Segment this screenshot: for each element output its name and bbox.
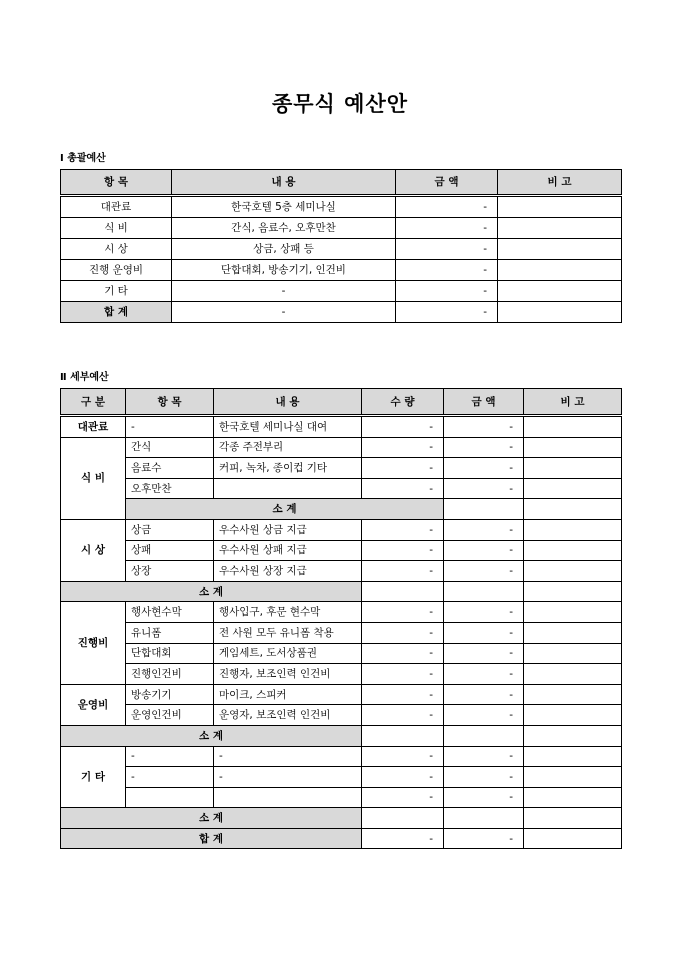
note-cell (524, 622, 622, 643)
qty-cell: - (362, 458, 444, 479)
table-row (61, 218, 622, 239)
note-cell (498, 302, 622, 323)
header-cell: 수 량 (362, 389, 444, 416)
table-row (61, 239, 622, 260)
category-cell: 기 타 (61, 746, 126, 808)
subtotal-label: 소 계 (61, 581, 362, 602)
item-cell: 상금 (126, 519, 214, 540)
item-cell: 오후만찬 (126, 478, 214, 499)
category-cell: 식 비 (61, 437, 126, 519)
item-cell: 진행 운영비 (61, 260, 172, 281)
amount-cell: - (396, 281, 498, 302)
content-cell: 단합대회, 방송기기, 인건비 (172, 260, 396, 281)
qty-cell: - (362, 828, 444, 849)
table-row (61, 767, 622, 788)
item-cell: 상장 (126, 561, 214, 582)
content-cell: 진행자, 보조인력 인건비 (214, 664, 362, 685)
amount-cell: - (444, 602, 524, 623)
table-row (61, 705, 622, 726)
amount-cell (444, 725, 524, 746)
table-row (61, 540, 622, 561)
amount-cell: - (444, 622, 524, 643)
subtotal-row (61, 725, 622, 746)
table-row (61, 622, 622, 643)
table-row (61, 684, 622, 705)
amount-cell: - (444, 458, 524, 479)
content-cell: 게임세트, 도서상품권 (214, 643, 362, 664)
note-cell (524, 767, 622, 788)
item-cell: 기 타 (61, 281, 172, 302)
qty-cell: - (362, 643, 444, 664)
table-row (61, 478, 622, 499)
table-row (61, 787, 622, 808)
amount-cell: - (396, 218, 498, 239)
note-cell (524, 519, 622, 540)
note-cell (524, 437, 622, 458)
header-cell: 금 액 (444, 389, 524, 416)
content-cell: 각종 주전부리 (214, 437, 362, 458)
qty-cell: - (362, 437, 444, 458)
subtotal-label: 소 계 (61, 725, 362, 746)
subtotal-row (61, 499, 622, 520)
note-cell (524, 540, 622, 561)
category-cell: 대관료 (61, 416, 126, 438)
qty-cell: - (362, 602, 444, 623)
amount-cell: - (444, 437, 524, 458)
content-cell: 마이크, 스피커 (214, 684, 362, 705)
detail-budget-table (60, 388, 622, 849)
amount-cell (524, 499, 622, 520)
page-title: 종무식 예산안 (271, 92, 409, 116)
note-cell (498, 239, 622, 260)
item-cell (126, 787, 214, 808)
note-cell (524, 828, 622, 849)
note-cell (524, 458, 622, 479)
note-cell (524, 746, 622, 767)
section-heading-detail: Ⅱ 세부예산 (60, 372, 109, 383)
header-cell: 내 용 (172, 170, 396, 196)
amount-cell: - (396, 196, 498, 218)
content-cell: 운영자, 보조인력 인건비 (214, 705, 362, 726)
content-cell: 상금, 상패 등 (172, 239, 396, 260)
qty-cell (362, 581, 444, 602)
note-cell (524, 561, 622, 582)
item-cell: - (126, 746, 214, 767)
note-cell (524, 643, 622, 664)
table-row (61, 561, 622, 582)
content-cell: 우수사원 상장 지급 (214, 561, 362, 582)
qty-cell: - (362, 787, 444, 808)
table-row (61, 643, 622, 664)
note-cell (524, 808, 622, 829)
qty-cell: - (362, 561, 444, 582)
item-cell: 단합대회 (126, 643, 214, 664)
qty-cell: - (362, 684, 444, 705)
amount-cell: - (396, 302, 498, 323)
amount-cell: - (444, 767, 524, 788)
qty-cell: - (362, 705, 444, 726)
note-cell (524, 684, 622, 705)
amount-cell (444, 808, 524, 829)
note-cell (498, 218, 622, 239)
summary-budget-table (60, 169, 622, 323)
amount-cell: - (444, 664, 524, 685)
qty-cell: - (362, 478, 444, 499)
content-cell: 커피, 녹차, 종이컵 기타 (214, 458, 362, 479)
item-cell: 운영인건비 (126, 705, 214, 726)
header-cell: 비 고 (524, 389, 622, 416)
table-row (61, 602, 622, 623)
subtotal-label: 소 계 (126, 499, 444, 520)
amount-cell (444, 581, 524, 602)
header-cell: 항 목 (61, 170, 172, 196)
note-cell (524, 416, 622, 438)
item-cell: 행사현수막 (126, 602, 214, 623)
table-row (61, 196, 622, 218)
item-cell: 시 상 (61, 239, 172, 260)
table-row (61, 281, 622, 302)
amount-cell: - (444, 787, 524, 808)
qty-cell (362, 808, 444, 829)
qty-cell (362, 725, 444, 746)
note-cell (524, 602, 622, 623)
table-header-row (61, 170, 622, 196)
content-cell: 한국호텔 세미나실 대여 (214, 416, 362, 438)
item-cell: - (126, 767, 214, 788)
category-cell: 시 상 (61, 519, 126, 581)
note-cell (524, 787, 622, 808)
note-cell (498, 196, 622, 218)
table-row (61, 260, 622, 281)
amount-cell: - (444, 705, 524, 726)
total-label: 합 계 (61, 302, 172, 323)
amount-cell: - (444, 478, 524, 499)
amount-cell: - (444, 684, 524, 705)
qty-cell: - (362, 664, 444, 685)
table-header-row (61, 389, 622, 416)
qty-cell: - (362, 767, 444, 788)
subtotal-row (61, 581, 622, 602)
amount-cell: - (396, 239, 498, 260)
content-cell: 한국호텔 5층 세미나실 (172, 196, 396, 218)
amount-cell: - (396, 260, 498, 281)
item-cell: - (126, 416, 214, 438)
amount-cell: - (444, 540, 524, 561)
amount-cell: - (444, 416, 524, 438)
item-cell: 방송기기 (126, 684, 214, 705)
content-cell: - (214, 767, 362, 788)
content-cell (214, 787, 362, 808)
header-cell: 금 액 (396, 170, 498, 196)
header-cell: 구 분 (61, 389, 126, 416)
header-cell: 비 고 (498, 170, 622, 196)
total-row (61, 828, 622, 849)
total-row (61, 302, 622, 323)
note-cell (498, 260, 622, 281)
total-label: 합 계 (61, 828, 362, 849)
amount-cell: - (444, 561, 524, 582)
amount-cell: - (444, 643, 524, 664)
note-cell (524, 478, 622, 499)
item-cell: 유니폼 (126, 622, 214, 643)
item-cell: 진행인건비 (126, 664, 214, 685)
table-row (61, 519, 622, 540)
qty-cell: - (362, 540, 444, 561)
content-cell: 전 사원 모두 유니폼 착용 (214, 622, 362, 643)
amount-cell: - (444, 828, 524, 849)
content-cell: 우수사원 상금 지급 (214, 519, 362, 540)
content-cell (214, 478, 362, 499)
content-cell: 행사입구, 후문 현수막 (214, 602, 362, 623)
qty-cell (444, 499, 524, 520)
subtotal-label: 소 계 (61, 808, 362, 829)
section-heading-summary: Ⅰ 총괄예산 (60, 153, 106, 164)
content-cell: 간식, 음료수, 오후만찬 (172, 218, 396, 239)
note-cell (524, 725, 622, 746)
content-cell: - (214, 746, 362, 767)
content-cell: - (172, 302, 396, 323)
qty-cell: - (362, 746, 444, 767)
content-cell: 우수사원 상패 지급 (214, 540, 362, 561)
item-cell: 식 비 (61, 218, 172, 239)
header-cell: 내 용 (214, 389, 362, 416)
category-cell: 진행비 (61, 602, 126, 684)
category-cell: 운영비 (61, 684, 126, 725)
item-cell: 간식 (126, 437, 214, 458)
note-cell (498, 281, 622, 302)
item-cell: 대관료 (61, 196, 172, 218)
header-cell: 항 목 (126, 389, 214, 416)
table-row (61, 664, 622, 685)
qty-cell: - (362, 416, 444, 438)
subtotal-row (61, 808, 622, 829)
amount-cell: - (444, 746, 524, 767)
item-cell: 상패 (126, 540, 214, 561)
content-cell: - (172, 281, 396, 302)
table-row (61, 458, 622, 479)
amount-cell: - (444, 519, 524, 540)
table-row (61, 416, 622, 438)
table-row (61, 746, 622, 767)
note-cell (524, 664, 622, 685)
item-cell: 음료수 (126, 458, 214, 479)
note-cell (524, 705, 622, 726)
qty-cell: - (362, 622, 444, 643)
table-row (61, 437, 622, 458)
note-cell (524, 581, 622, 602)
qty-cell: - (362, 519, 444, 540)
